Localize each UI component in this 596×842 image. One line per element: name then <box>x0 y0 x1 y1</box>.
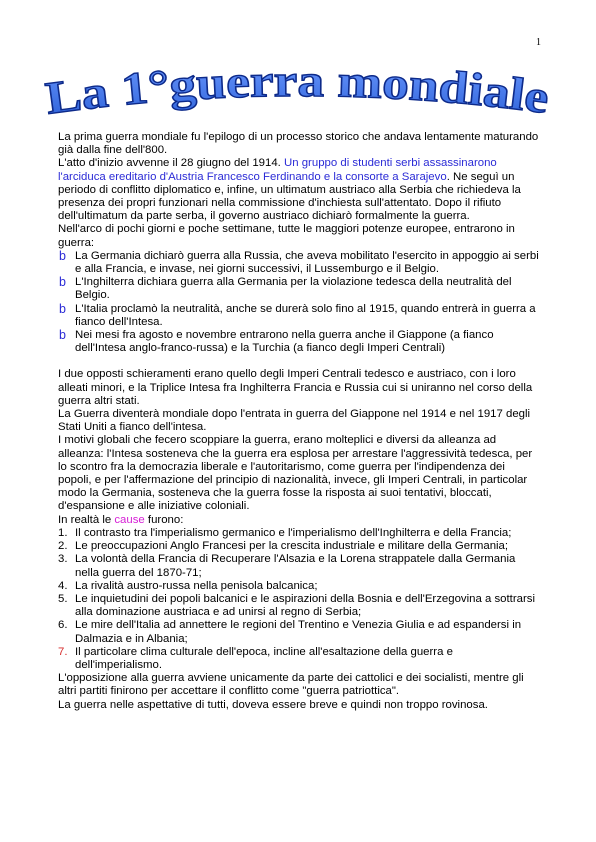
list-item: 2. Le preoccupazioni Anglo Francesi per la crescita industriale e militare della Germania; <box>58 540 509 553</box>
bullet-icon: b <box>59 248 66 263</box>
list-item: b La Germania dichiarò guerra alla Russia, che aveva mobilitato l'esercito in appoggio ai serbi e alla Francia, e invase, nei giorni successivi, il Lussemburgo e il Belgio. <box>59 248 539 276</box>
causes-keyword: cause <box>114 513 145 526</box>
list-item: 5. Le inquietudini dei popoli balcanici e le aspirazioni della Bosnia e dell'Erzegovina a sottrarsi alla dominazione austriaca e ad unirsi al regno di Serbia; <box>58 592 535 619</box>
list-item: 4. La rivalità austro-russa nella penisola balcanica; <box>58 579 318 592</box>
list-item: 1. Il contrasto tra l'imperialismo germanico e l'imperialismo dell'Inghilterra e della Francia; <box>58 526 512 539</box>
alliances-paragraph: I due opposti schieramenti erano quello degli Imperi Centrali tedesco e austriaco, con i loro alleati minori, e la Triplice Intesa fra Inghilterra Francia e Russia cui si uniranno nel corso della guerra altri stati. <box>58 368 533 407</box>
title-text: La 1°guerra mondiale <box>42 58 549 124</box>
list-item: b Nei mesi fra agosto e novembre entrarono nella guerra anche il Giappone (a fianco dell'Intesa anglo-franco-russa) e la Turchia (a fianco degli Imperi Centrali) <box>59 328 494 355</box>
list-item: b L'Inghilterra dichiara guerra alla Germania per la violazione tedesca della neutralità del Belgio. <box>59 275 512 302</box>
war-entry-list <box>58 250 540 356</box>
list-item: b L'Italia proclamò la neutralità, anche se durerà solo fino al 1915, quando entrerà in guerra a fianco dell'Intesa. <box>59 301 536 328</box>
page-title <box>40 58 560 128</box>
intro-paragraph: La prima guerra mondiale fu l'epilogo di un processo storico che andava lentamente maturando già dalla fine dell'800. <box>58 131 539 157</box>
page-number: 1 <box>536 37 541 48</box>
svg-text:La 1°guerra mondiale <box>43 58 552 124</box>
bullet-icon: b <box>59 328 66 343</box>
document-body <box>58 131 540 712</box>
arc-paragraph: Nell'arco di pochi giorni e poche settimane, tutte le maggiori potenze europee, entrarono in guerra: <box>58 223 515 249</box>
world-war-paragraph: La Guerra diventerà mondiale dopo l'entrata in guerra del Giappone nel 1914 e nel 1917 degli Stati Uniti a fianco dell'intesa. <box>58 408 531 434</box>
list-item: 3. La volontà della Francia di Recuperare l'Alsazia e la Lorena strappatele dalla Germania nella guerra del 1870-71; <box>58 553 516 579</box>
bullet-icon: b <box>59 301 66 316</box>
expectation-paragraph: La guerra nelle aspettative di tutti, doveva essere breve e quindi non troppo rovinosa. <box>58 698 488 711</box>
bullet-icon: b <box>59 275 66 290</box>
list-item: 7. Il particolare clima culturale dell'epoca, incline all'esaltazione della guerra e dell'imperialismo. <box>58 645 453 671</box>
list-item: 6. Le mire dell'Italia ad annettere le regioni del Trentino e Venezia Giulia e ad espandersi in Dalmazia e in Albania; <box>58 619 522 645</box>
opposition-paragraph: L'opposizione alla guerra avviene unicamente da parte dei cattolici e dei socialisti, mentre gli altri partiti finirono per accettare il conflitto come "guerra patriottica". <box>58 672 524 698</box>
causes-intro: In realtà le cause furono: <box>58 513 184 526</box>
causes-list <box>58 527 540 672</box>
motives-paragraph: I motivi globali che fecero scoppiare la guerra, erano molteplici e diversi da alleanza ad alleanza: l'Intesa sosteneva che la guerra era esplosa per arrestare l'aggressività tedesca, per lo scontro fra la democrazia liberale e l'autoritarismo, come guerra per l'indipendenza dei popoli, e per l'affermazione del principio di nazionalità, invece, gli Imperi Centrali, in particolar modo la Germania, sosteneva che la guerra fosse la risposta ai suoi tentativi, bloccati, d'espansione e alle iniziative coloniali. <box>58 434 533 513</box>
assassination-highlight: Un gruppo di studenti serbi assassinarono l'arciduca ereditario d'Austria Francesco Ferdinando e la consorte a Sarajevo <box>58 157 497 183</box>
title-wordart <box>40 58 560 128</box>
start-paragraph: L'atto d'inizio avvenne il 28 giugno del 1914. Un gruppo di studenti serbi assassinarono l'arciduca ereditario d'Austria Francesco Ferdinando e la consorte a Sarajevo. Ne seguì un periodo di conflitto diplomatico e, infine, un ultimatum austriaco alla Serbia che richiedeva la presenza dei propri funzionari nella commissione d'inchiesta sull'attentato. Dopo il rifiuto dell'ultimatum da parte serba, il governo austriaco dichiarò formalmente la guerra. <box>58 157 521 223</box>
